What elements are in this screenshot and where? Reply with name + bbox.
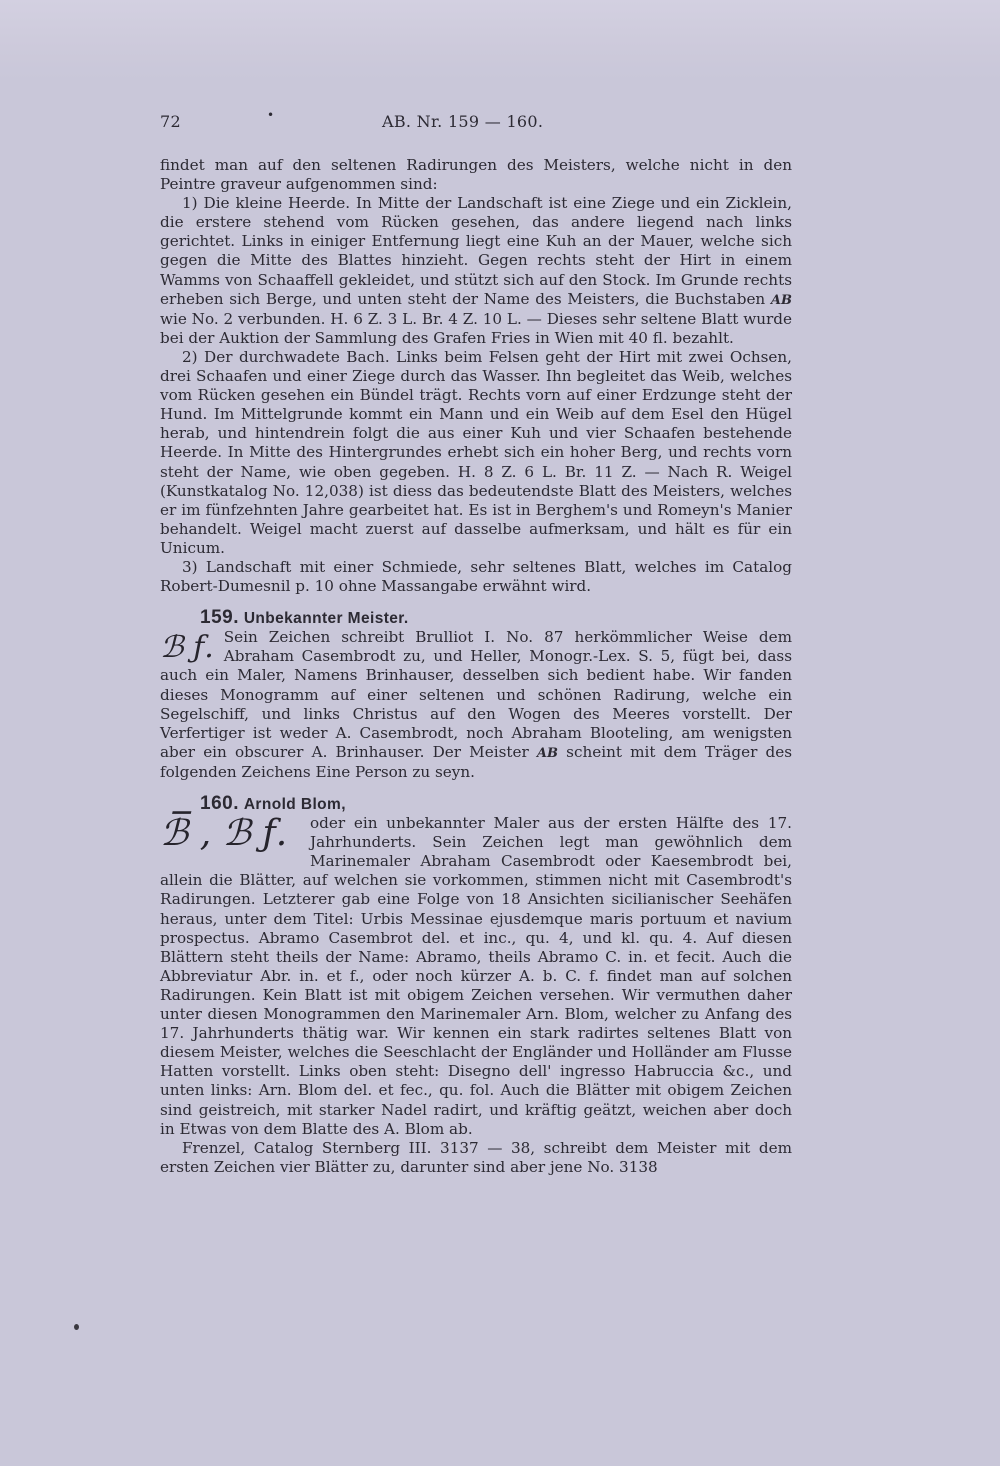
item-1-text: 1) Die kleine Heerde. In Mitte der Landschaft ist eine Ziege und ein Zicklein, die erstere stehend vom Rücken gesehen, das andere liegend nach links gerichtet. Links in einiger Entfernung liegt eine Kuh an der Mauer, welche sich gegen die Mitte des Blattes hinzieht. Gegen rechts steht der Hirt in einem Wamms von Schaaffell gekleidet, und stützt sich auf den Stock. Im Grunde rechts erheben sich Berge, und unten steht der Name des Meisters, die Buchstaben	[160, 194, 792, 308]
entry-159-body	[160, 628, 792, 782]
entry-159-number: 159.	[200, 607, 239, 629]
page-header	[160, 108, 792, 132]
entry-160-head	[160, 794, 792, 814]
page-number: 72	[160, 112, 181, 131]
stray-mark	[74, 1324, 79, 1330]
entry-160	[160, 794, 792, 1177]
entry-159-head	[160, 608, 792, 628]
ab-monogram-159: AB	[536, 745, 558, 761]
frenzel-paragraph: Frenzel, Catalog Sternberg III. 3137 — 38, schreibt dem Meister mit dem ersten Zeichen vier Blätter zu, darunter sind aber jene No. 3138	[160, 1138, 792, 1176]
entry-160-body: oder ein unbekannter Maler aus der ersten Hälfte des 17. Jahrhunderts. Sein Zeichen legt man gewöhnlich dem Marinemaler Abraham Casembrodt oder Kaesembrodt bei, allein die Blätter, auf welchen sie vorkommen, stimmen nicht mit Casembrodt's Radirungen. Letzterer gab eine Folge von 18 Ansichten sicilianischer Seehäfen heraus, unter dem Titel: Urbis Messinae ejusdemque maris portuum et navium prospectus. Abramo Casembrot del. et inc., qu. 4, und kl. qu. 4. Auf diesen Blättern steht theils der Name: Abramo, theils Abramo C. in. et fecit. Auch die Abbreviatur Abr. in. et f., oder noch kürzer A. b. C. f. findet man auf solchen Radirungen. Kein Blatt ist mit obigem Zeichen versehen. Wir vermuthen daher unter diesen Monogrammen den Marinemaler Arn. Blom, welcher zu Anfang des 17. Jahrhunderts thätig war. Wir kennen ein stark radirtes seltenes Blatt von diesem Meister, welches die Seeschlacht der Engländer und Holländer am Flusse Hatten vorstellt. Links oben steht: Disegno dell' ingresso Habruccia &c., und unten links: Arn. Blom del. et fec., qu. fol. Auch die Blätter mit obigem Zeichen sind geistreich, mit starker Nadel radirt, und kräftig geätzt, weichen aber doch in Etwas von dem Blatte des A. Blom ab.	[160, 814, 792, 1138]
entry-159	[160, 608, 792, 782]
entry-159-text-end: scheint mit dem Träger des folgenden Zeichens Eine Person zu seyn.	[160, 742, 793, 781]
item-3-paragraph: 3) Landschaft mit einer Schmiede, sehr seltenes Blatt, welches im Catalog Robert-Dumesnil p. 10 ohne Massangabe erwähnt wird.	[160, 557, 792, 596]
entry-160-number: 160.	[200, 793, 239, 814]
book-page	[160, 108, 793, 1177]
scan-background	[0, 0, 1000, 80]
header-dot: •	[267, 108, 275, 122]
item-1-text-end: wie No. 2 verbunden. H. 6 Z. 3 L. Br. 4 Z. 10 L. — Dieses sehr seltene Blatt wurde bei der Auktion der Sammlung des Grafen Fries in Wien mit 40 fl. bezahlt.	[160, 309, 792, 347]
item-1-paragraph	[160, 194, 792, 348]
ab-monogram: AB	[770, 292, 792, 308]
intro-paragraph: findet man auf den seltenen Radirungen des Meisters, welche nicht in den Peintre graveur aufgenommen sind:	[160, 156, 792, 194]
monogram-160: ℬ̅ , ℬ ƒ.	[160, 813, 288, 855]
running-title: AB. Nr. 159 — 160.	[382, 112, 544, 131]
entry-159-text: Sein Zeichen schreibt Brulliot I. No. 87 herkömmlicher Weise dem Abraham Casembrodt zu, und Heller, Monogr.-Lex. S. 5, fügt bei, dass auch ein Maler, Namens Brinhauser, desselben sich bedient habe. Wir fanden dieses Monogramm auf einer seltenen und schönen Radirung, welche ein Segelschiff, und links Christus auf den Wogen des Meeres vorstellt. Der Verfertiger ist weder A. Casembrodt, noch Abraham Blooteling, am wenigsten aber ein obscurer A. Brinhauser. Der Meister	[160, 628, 792, 761]
entry-159-name: Unbekannter Meister.	[243, 610, 409, 628]
monogram-159: ℬ ƒ.	[160, 630, 214, 666]
entry-160-name: Arnold Blom,	[243, 796, 346, 813]
item-2-paragraph: 2) Der durchwadete Bach. Links beim Felsen geht der Hirt mit zwei Ochsen, drei Schaafen und einer Ziege durch das Wasser. Ihn begleitet das Weib, welches vom Rücken gesehen ein Bündel trägt. Rechts vorn auf einer Erdzunge steht der Hund. Im Mittelgrunde kommt ein Mann und ein Weib auf dem Esel den Hügel herab, und hintendrein folgt die aus einer Kuh und vier Schaafen bestehende Heerde. In Mitte des Hintergrundes erhebt sich ein hoher Berg, und rechts vorn steht der Name, wie oben gegeben. H. 8 Z. 6 L. Br. 11 Z. — Nach R. Weigel (Kunstkatalog No. 12,038) ist diess das bedeutendste Blatt des Meisters, welches er im fünfzehnten Jahre gearbeitet hat. Es ist in Berghem's und Romeyn's Manier behandelt. Weigel macht zuerst auf dasselbe aufmerksam, und hält es für ein Unicum.	[160, 347, 792, 557]
